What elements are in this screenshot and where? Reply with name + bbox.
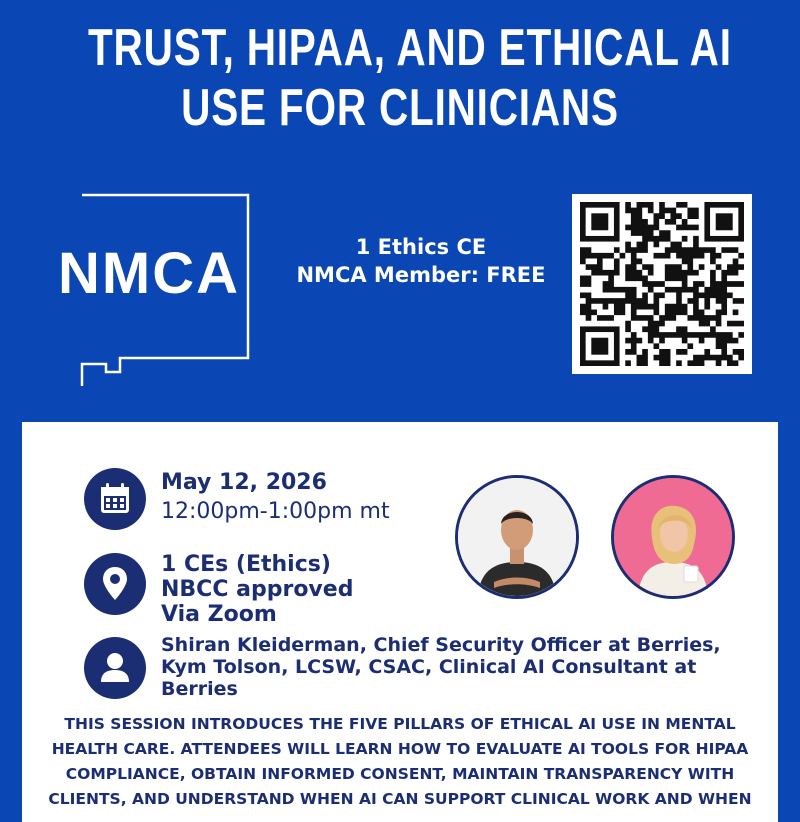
description-line-2: HEALTH CARE. ATTENDEES WILL LEARN HOW TO EVALUATE AI TOOLS FOR HIPAA bbox=[51, 740, 749, 758]
event-venue: Via Zoom bbox=[161, 602, 277, 627]
description-line-3: COMPLIANCE, OBTAIN INFORMED CONSENT, MAINTAIN TRANSPARENCY WITH bbox=[65, 765, 735, 783]
event-approval: NBCC approved bbox=[161, 577, 354, 602]
speaker-2-portrait-icon bbox=[614, 478, 732, 596]
speakers-line-1: Shiran Kleiderman, Chief Security Officer at Berries, bbox=[161, 634, 721, 656]
calendar-icon bbox=[84, 468, 146, 530]
title-line-2: USE FOR CLINICIANS bbox=[181, 79, 619, 137]
ce-info bbox=[276, 233, 566, 289]
event-date: May 12, 2026 bbox=[161, 470, 327, 495]
speakers-line-3: Berries bbox=[161, 678, 238, 700]
speaker-photo-1 bbox=[455, 475, 579, 599]
person-icon-circle bbox=[84, 637, 146, 699]
event-time: 12:00pm-1:00pm mt bbox=[161, 499, 390, 524]
speakers bbox=[161, 634, 781, 700]
location-icon-circle bbox=[84, 553, 146, 615]
description-line-1: THIS SESSION INTRODUCES THE FIVE PILLARS OF ETHICAL AI USE IN MENTAL bbox=[64, 715, 736, 733]
page-title bbox=[88, 18, 732, 138]
title-line-1: TRUST, HIPAA, AND ETHICAL AI bbox=[88, 19, 732, 77]
location-pin-icon bbox=[84, 553, 146, 615]
description-line-4: CLIENTS, AND UNDERSTAND WHEN AI CAN SUPPORT CLINICAL WORK AND WHEN bbox=[48, 790, 752, 808]
person-icon bbox=[84, 637, 146, 699]
qr-code-icon bbox=[572, 194, 752, 374]
session-description bbox=[22, 712, 778, 812]
speaker-1-portrait-icon bbox=[458, 478, 576, 596]
event-ces: 1 CEs (Ethics) bbox=[161, 552, 331, 577]
ce-line-1: 1 Ethics CE bbox=[355, 235, 487, 259]
logo-text: NMCA bbox=[58, 241, 240, 306]
ce-line-2: NMCA Member: FREE bbox=[296, 263, 546, 287]
event-date-time bbox=[161, 470, 390, 524]
calendar-icon-circle bbox=[84, 468, 146, 530]
event-ce-details bbox=[161, 552, 353, 627]
qr-code[interactable] bbox=[572, 194, 752, 374]
speaker-photo-2 bbox=[611, 475, 735, 599]
speakers-line-2: Kym Tolson, LCSW, CSAC, Clinical AI Consultant at bbox=[161, 656, 697, 678]
nmca-logo bbox=[50, 190, 280, 395]
